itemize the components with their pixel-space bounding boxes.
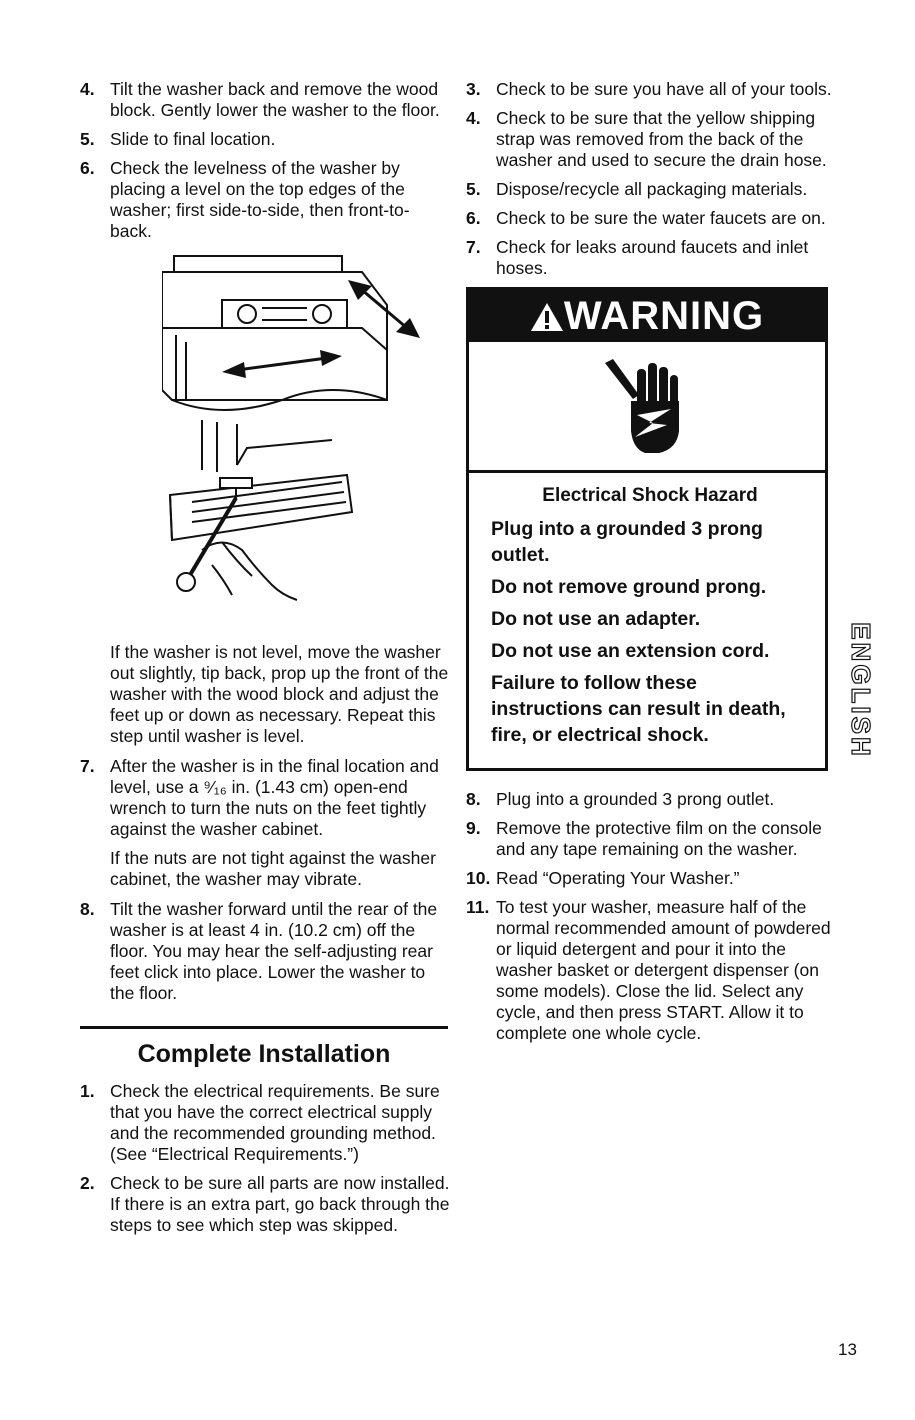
section-title: Complete Installation (137, 1040, 391, 1068)
complete-step-1: 1. Check the electrical requirements. Be sure that you have the correct electrical supply and the recommended grounding method. (See “Electrical Requirements.”) (80, 1081, 440, 1164)
warning-body (469, 473, 825, 768)
warning-line-adapter: Do not use an adapter. (491, 608, 701, 630)
right-step-7: 7. Check for leaks around faucets and inlet hoses. (466, 237, 809, 278)
step-4-tilt-back: 4. Tilt the washer back and remove the wood block. Gently lower the washer to the floor. (80, 79, 440, 120)
section-divider (80, 1026, 448, 1029)
step-7-tighten-nuts: 7. After the washer is in the final location and level, use a ⁹⁄₁₆ in. (1.43 cm) open-end wrench to turn the nuts on the feet tightly against the washer cabinet. (80, 756, 439, 839)
warning-line-ground-prong: Do not remove ground prong. (491, 576, 767, 598)
right-step-11: 11. To test your washer, measure half of the normal recommended amount of powdered or liquid detergent and pour it into the washer basket or detergent dispenser (on some models). Close the lid. Select any cycle, and then press START. Allow it to complete one whole cycle. (466, 897, 831, 1043)
hand-shock-icon (597, 351, 697, 461)
step-6-levelness: 6. Check the levelness of the washer by placing a level on the top edges of the washer; first side-to-side, then front-to-back. (80, 158, 410, 241)
complete-step-2: 2. Check to be sure all parts are now installed. If there is an extra part, go back through the steps to see which step was skipped. (80, 1173, 450, 1235)
warning-triangle-icon (530, 302, 564, 332)
washer-leveling-illustration (162, 250, 432, 628)
warning-line-extension-cord: Do not use an extension cord. (491, 640, 770, 662)
right-step-3: 3. Check to be sure you have all of your tools. (466, 79, 832, 99)
right-step-5: 5. Dispose/recycle all packaging materials. (466, 179, 808, 199)
warning-line-grounded: Plug into a grounded 3 prong outlet. (491, 518, 763, 566)
step-8-tilt-forward: 8. Tilt the washer forward until the rear of the washer is at least 4 in. (10.2 cm) off the floor. You may hear the self-adjusting rear feet click into place. Lower the washer to the floor. (80, 899, 438, 1003)
nuts-note-paragraph: If the nuts are not tight against the washer cabinet, the washer may vibrate. (110, 848, 436, 889)
right-step-6: 6. Check to be sure the water faucets are on. (466, 208, 826, 228)
right-step-9: 9. Remove the protective film on the console and any tape remaining on the washer. (466, 818, 822, 859)
warning-line-failure: Failure to follow these instructions can result in death, fire, or electrical shock. (491, 672, 786, 746)
step-5-slide: 5. Slide to final location. (80, 129, 276, 149)
right-step-8: 8. Plug into a grounded 3 prong outlet. (466, 789, 775, 809)
warning-header: WARNING (469, 290, 825, 342)
page-number: 13 (838, 1340, 857, 1359)
shock-hazard-icon (469, 342, 825, 473)
right-step-10: 10. Read “Operating Your Washer.” (466, 868, 740, 888)
left-column (80, 79, 450, 1244)
warning-box (466, 287, 828, 771)
right-column (466, 79, 846, 1052)
language-side-tab: ENGLISH (845, 621, 876, 759)
right-step-4: 4. Check to be sure that the yellow shipping strap was removed from the back of the washer and used to secure the drain hose. (466, 108, 827, 170)
hazard-title: Electrical Shock Hazard (542, 485, 758, 506)
level-adjust-paragraph: If the washer is not level, move the washer out slightly, tip back, prop up the front of the washer with the wood block and adjust the feet up or down as necessary. Repeat this step until washer is level. (110, 642, 449, 746)
